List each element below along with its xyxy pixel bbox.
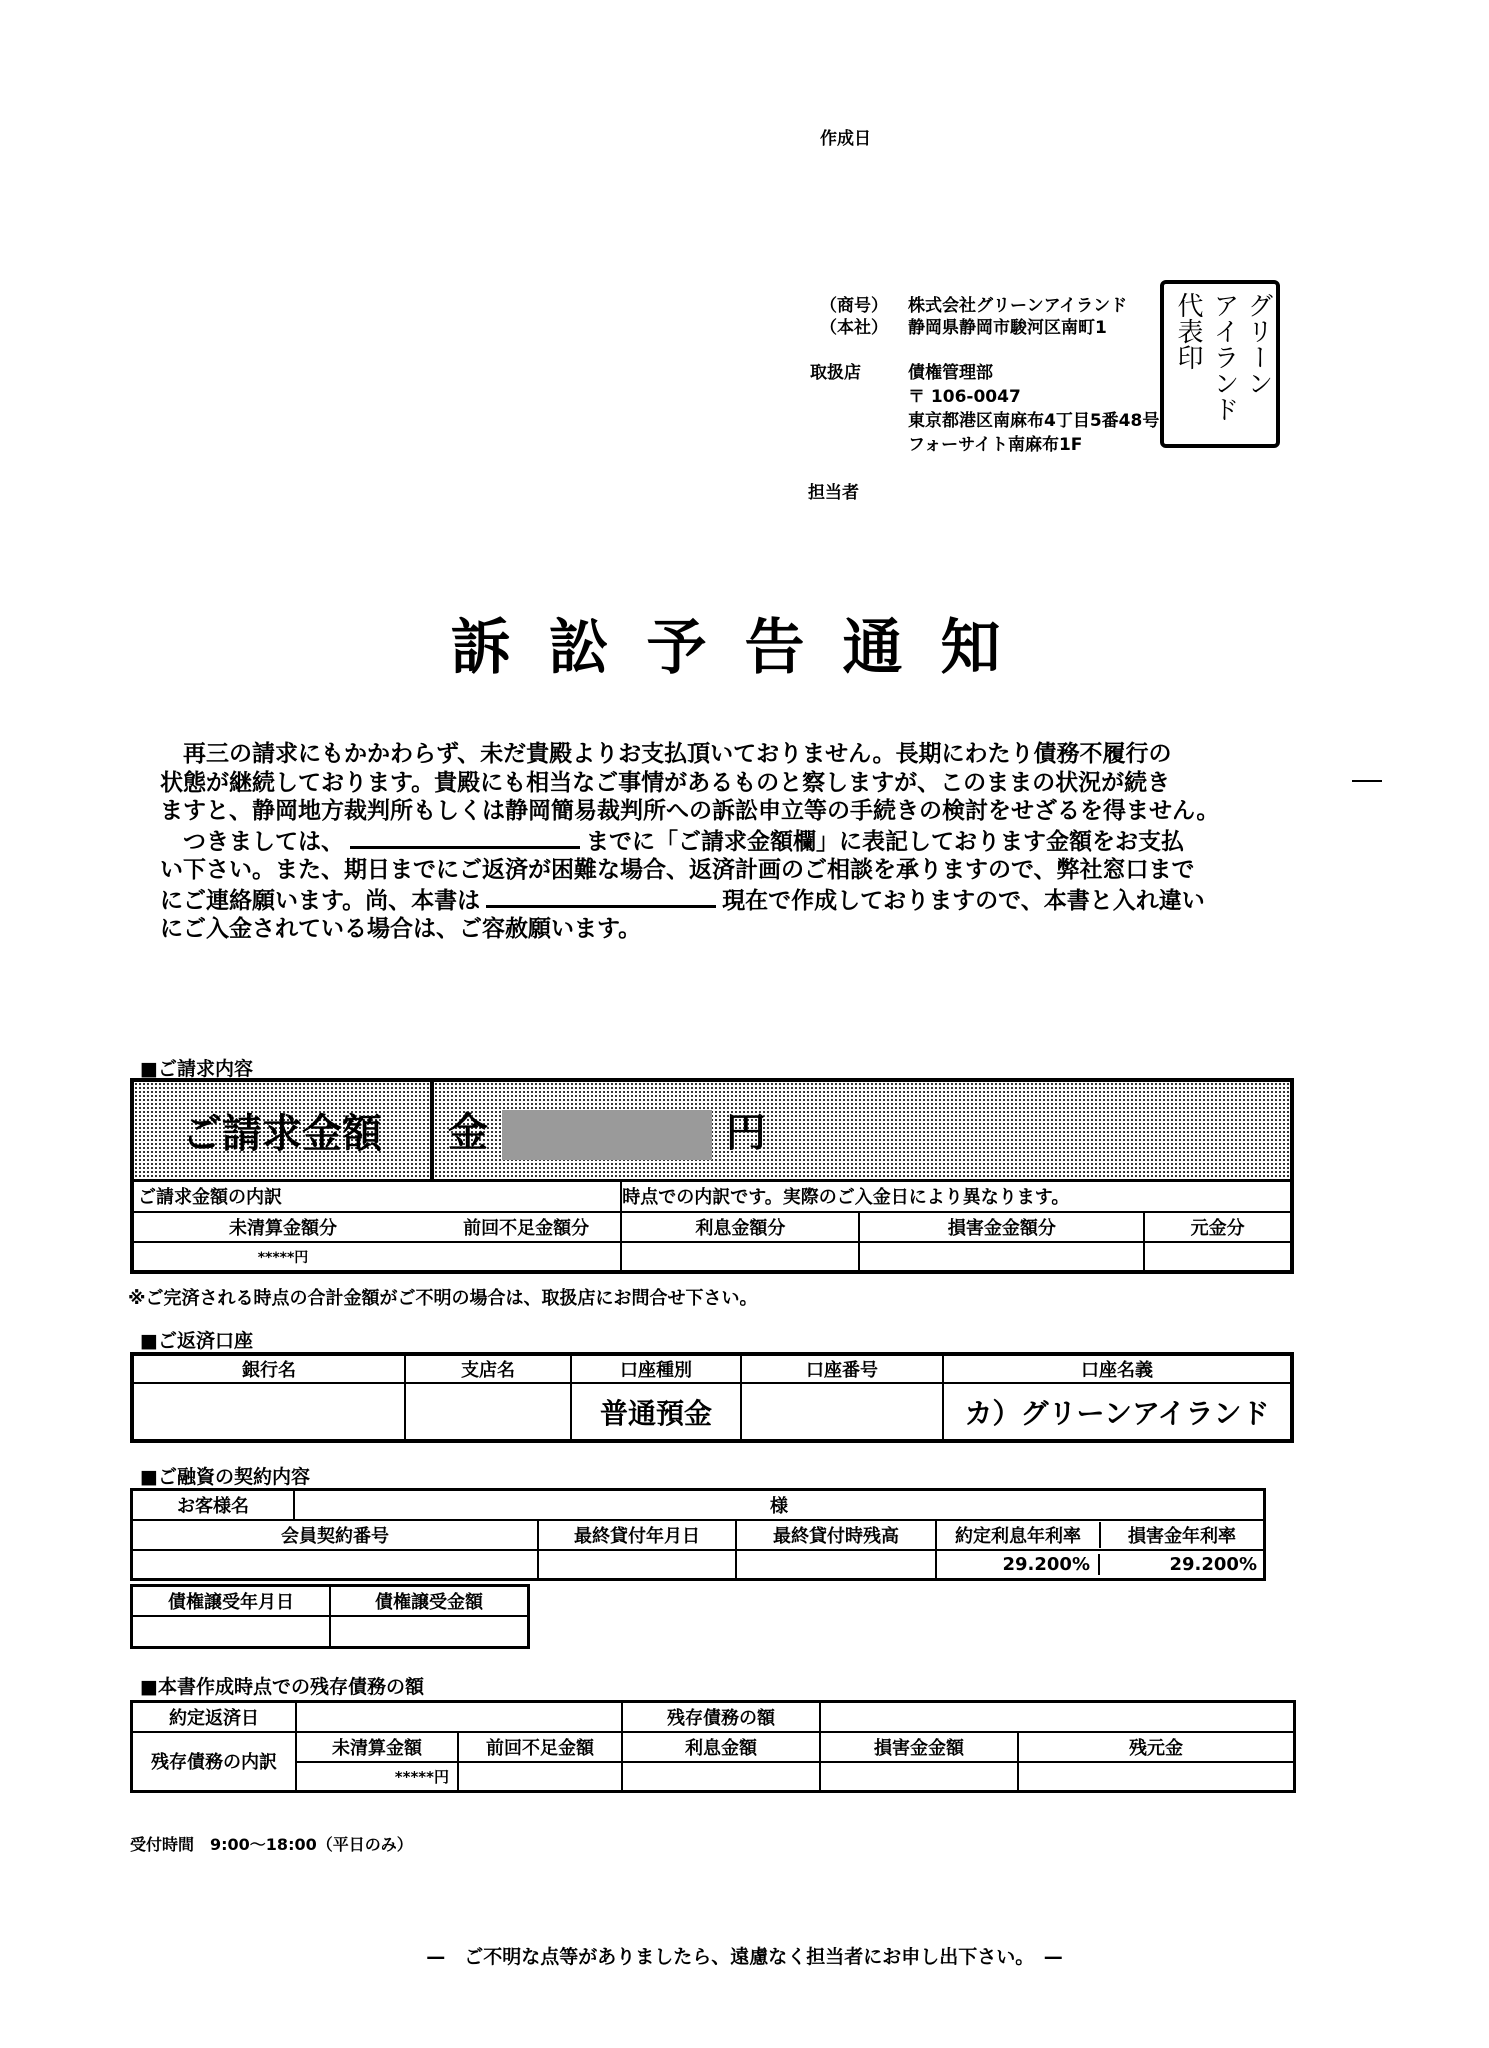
- prev-shortfall-value: [432, 1242, 621, 1272]
- stamp-line-3: 代表印: [1173, 292, 1203, 370]
- member-number-value: [132, 1550, 539, 1580]
- customer-name-value: 様: [294, 1490, 1265, 1520]
- last-loan-balance-value: [736, 1550, 936, 1580]
- remaining-amount-label: 残存債務の額: [622, 1702, 820, 1732]
- contract-interest-rate: 29.200%: [937, 1554, 1100, 1575]
- repayment-account-table: [130, 1352, 1294, 1443]
- body-text-segment: 現在で作成しておりますので、本書と入れ違い: [722, 887, 1205, 914]
- col-header: 前回不足金額分: [432, 1212, 621, 1242]
- claim-table: [130, 1078, 1294, 1274]
- col-header: 支店名: [405, 1354, 571, 1383]
- col-header: 会員契約番号: [132, 1520, 539, 1550]
- col-header: 債権譲受年月日: [132, 1586, 331, 1616]
- amount-prefix: 金: [448, 1109, 488, 1156]
- last-loan-date-value: [538, 1550, 736, 1580]
- staff-label: 担当者: [808, 483, 859, 503]
- col-header: 債権譲受金額: [330, 1586, 529, 1616]
- postal-code: 〒 106-0047: [908, 387, 1021, 407]
- col-header: 最終貸付年月日: [538, 1520, 736, 1550]
- col-header: 口座種別: [571, 1354, 741, 1383]
- branch-label: 取扱店: [810, 363, 861, 383]
- stamp-line-2: アイランド: [1209, 292, 1239, 422]
- remaining-principal-value: [1018, 1762, 1295, 1792]
- transfer-date-value: [132, 1616, 331, 1648]
- due-date-value: [296, 1702, 622, 1732]
- col-header: 利息金額分: [621, 1212, 859, 1242]
- rate-headers: [936, 1520, 1265, 1550]
- col-header: 口座番号: [741, 1354, 943, 1383]
- bank-name-value: [132, 1383, 405, 1441]
- claim-amount-cell: [432, 1080, 1292, 1180]
- created-date-label: 作成日: [820, 129, 871, 149]
- col-header: 前回不足金額: [458, 1732, 622, 1762]
- claim-amount-label: ご請求金額: [132, 1080, 432, 1180]
- col-header: 利息金額: [622, 1732, 820, 1762]
- account-type-value: 普通預金: [571, 1383, 741, 1441]
- transfer-table: [130, 1584, 530, 1649]
- stamp-line-1: グリーン: [1243, 292, 1273, 396]
- head-office-address: 静岡県静岡市駿河区南町1: [908, 318, 1107, 338]
- contract-section-title: ■ご融資の契約内容: [140, 1466, 310, 1488]
- claim-footnote: ※ご完済される時点の合計金額がご不明の場合は、取扱店にお問合せ下さい。: [128, 1288, 758, 1309]
- body-line: い下さい。また、期日までにご返済が困難な場合、返済計画のご相談を承りますので、弊社窓口まで: [160, 857, 1195, 883]
- breakdown-note: 時点での内訳です。実際のご入金日により異なります。: [621, 1180, 1292, 1212]
- body-line: にご入金されている場合は、ご容赦願います。: [160, 916, 642, 942]
- col-header: 未清算金額: [296, 1732, 458, 1762]
- remaining-amount-value: [820, 1702, 1295, 1732]
- amount-suffix: 円: [725, 1109, 766, 1156]
- remaining-section-title: ■本書作成時点での残存債務の額: [140, 1676, 424, 1698]
- col-header: 約定利息年利率: [937, 1522, 1101, 1548]
- body-text-segment: にご連絡願います。尚、本書は: [160, 887, 481, 914]
- claim-section-title: ■ご請求内容: [140, 1058, 253, 1080]
- breakdown-label: ご請求金額の内訳: [132, 1180, 621, 1212]
- redacted-amount: [502, 1110, 712, 1160]
- col-header: 損害金金額: [820, 1732, 1018, 1762]
- business-hours: 受付時間 9:00〜18:00（平日のみ）: [130, 1835, 413, 1854]
- damages-rate: 29.200%: [1169, 1553, 1257, 1575]
- col-header: 残元金: [1018, 1732, 1295, 1762]
- body-line: 再三の請求にもかかわらず、未だ貴殿よりお支払頂いておりません。長期にわたり債務不履行の: [160, 741, 1172, 767]
- interest-value: [621, 1242, 859, 1272]
- damages-value: [859, 1242, 1144, 1272]
- branch-building: フォーサイト南麻布1F: [908, 435, 1083, 455]
- department-name: 債権管理部: [908, 363, 993, 383]
- due-date-label: 約定返済日: [132, 1702, 297, 1732]
- rate-values: [936, 1550, 1265, 1580]
- remaining-debt-table: [130, 1700, 1296, 1793]
- body-line: [160, 885, 1310, 916]
- branch-name-value: [405, 1383, 571, 1441]
- remaining-interest-value: [622, 1762, 820, 1792]
- body-text-segment: までに「ご請求金額欄」に表記しております金額をお支払: [586, 828, 1184, 855]
- company-seal-stamp: [1160, 280, 1280, 448]
- contract-table: [130, 1488, 1266, 1581]
- notice-body: [160, 740, 1310, 944]
- remaining-unsettled-value: *****円: [296, 1762, 458, 1792]
- remaining-damages-value: [820, 1762, 1018, 1792]
- col-header: 損害金金額分: [859, 1212, 1144, 1242]
- transfer-amount-value: [330, 1616, 529, 1648]
- body-line: [160, 826, 1310, 857]
- trade-name-label: （商号）: [820, 296, 888, 316]
- margin-mark: [1352, 780, 1382, 782]
- col-header: 元金分: [1144, 1212, 1292, 1242]
- principal-value: [1144, 1242, 1292, 1272]
- creation-date-blank[interactable]: [486, 885, 716, 908]
- col-header: 未清算金額分: [132, 1212, 432, 1242]
- customer-name-label: お客様名: [132, 1490, 295, 1520]
- remaining-breakdown-label: 残存債務の内訳: [132, 1732, 297, 1792]
- trade-name: 株式会社グリーンアイランド: [908, 296, 1128, 316]
- closing-message: — ご不明な点等がありましたら、遠慮なく担当者にお申し出下さい。 —: [426, 1946, 1063, 1968]
- account-holder-value: カ）グリーンアイランド: [943, 1383, 1292, 1441]
- head-office-label: （本社）: [820, 318, 888, 338]
- body-line: ますと、静岡地方裁判所もしくは静岡簡易裁判所への訴訟申立等の手続きの検討をせざるを得ません。: [160, 798, 1220, 824]
- col-header: 口座名義: [943, 1354, 1292, 1383]
- col-header: 銀行名: [132, 1354, 405, 1383]
- body-text-segment: つきましては、: [160, 828, 344, 855]
- document-title: 訴訟予告通知: [450, 613, 1039, 683]
- col-header: 損害金年利率: [1128, 1525, 1236, 1547]
- branch-address: 東京都港区南麻布4丁目5番48号: [908, 411, 1160, 431]
- repayment-section-title: ■ご返済口座: [140, 1330, 253, 1352]
- account-number-value: [741, 1383, 943, 1441]
- body-line: 状態が継続しております。貴殿にも相当なご事情があるものと察しますが、このままの状況が続き: [160, 769, 1171, 796]
- payment-deadline-blank[interactable]: [350, 826, 580, 849]
- unsettled-amount-value: *****円: [132, 1242, 432, 1272]
- col-header: 最終貸付時残高: [736, 1520, 936, 1550]
- remaining-prev-shortfall-value: [458, 1762, 622, 1792]
